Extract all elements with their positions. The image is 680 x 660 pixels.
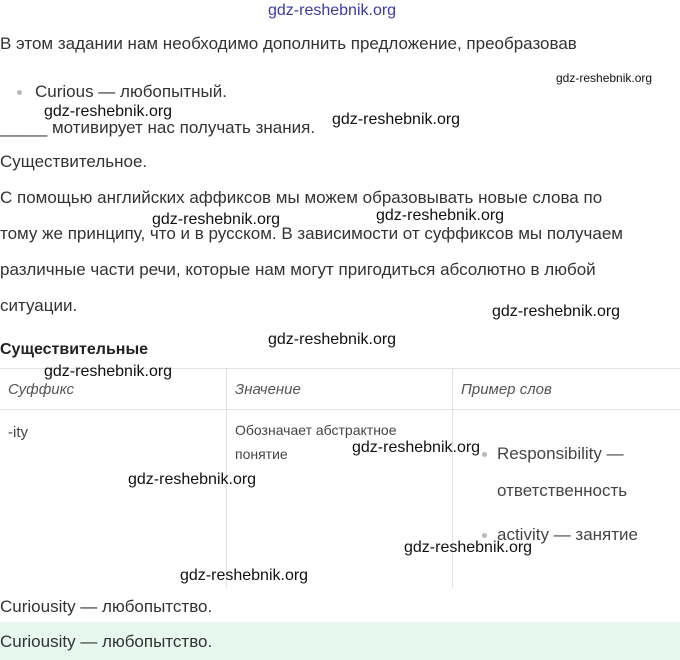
watermark: gdz-reshebnik.org bbox=[492, 303, 621, 320]
sentence-text: _____ мотивирует нас получать знания. bbox=[0, 118, 316, 137]
cell-meaning-line-2: понятие bbox=[235, 446, 288, 462]
watermark: gdz-reshebnik.org bbox=[128, 471, 257, 488]
explanation-line-4: ситуации. bbox=[0, 296, 78, 315]
example-bullet-2 bbox=[482, 533, 487, 538]
watermark-small: gdz-reshebnik.org bbox=[556, 71, 653, 85]
watermark: gdz-reshebnik.org bbox=[44, 103, 173, 120]
explanation-line-2: тому же принципу, что и в русском. В зависимости от суффиксов мы получаем bbox=[0, 224, 623, 243]
watermark: gdz-reshebnik.org bbox=[376, 207, 505, 224]
cell-meaning-line-1: Обозначает абстрактное bbox=[235, 422, 397, 438]
suffix-table bbox=[0, 368, 680, 588]
bullet-dot bbox=[17, 90, 22, 95]
watermark: gdz-reshebnik.org bbox=[268, 331, 397, 348]
explanation-line-1: С помощью английских аффиксов мы можем образовывать новые слова по bbox=[0, 188, 603, 207]
header-suffix: Суффикс bbox=[8, 381, 74, 398]
watermark: gdz-reshebnik.org bbox=[180, 567, 309, 584]
explanation-line-3: различные части речи, которые нам могут пригодиться абсолютно в любой bbox=[0, 260, 596, 279]
section-title: Существительные bbox=[0, 341, 149, 358]
watermark-top: gdz-reshebnik.org bbox=[268, 2, 397, 19]
example-2-line-1: activity — занятие bbox=[497, 525, 638, 544]
header-examples: Пример слов bbox=[461, 381, 552, 398]
result-text: Curiousity — любопытство. bbox=[0, 597, 213, 616]
watermark: gdz-reshebnik.org bbox=[404, 539, 533, 556]
watermark: gdz-reshebnik.org bbox=[352, 439, 481, 456]
example-1-line-2: ответственность bbox=[497, 481, 628, 500]
bullet-word: Curious — любопытный. bbox=[35, 82, 227, 101]
example-1-line-1: Responsibility — bbox=[497, 444, 624, 463]
part-of-speech: Существительное. bbox=[0, 152, 148, 171]
watermark: gdz-reshebnik.org bbox=[332, 111, 461, 128]
watermark: gdz-reshebnik.org bbox=[152, 211, 281, 228]
answer-text: Curiousity — любопытство. bbox=[0, 632, 213, 651]
example-bullet-1 bbox=[482, 452, 487, 457]
header-meaning: Значение bbox=[235, 381, 301, 398]
table-border-header bbox=[0, 409, 680, 410]
answer-box bbox=[0, 622, 680, 660]
intro-text: В этом задании нам необходимо дополнить предложение, преобразовав bbox=[0, 34, 577, 53]
cell-suffix: -ity bbox=[8, 424, 28, 441]
watermark: gdz-reshebnik.org bbox=[44, 363, 173, 380]
